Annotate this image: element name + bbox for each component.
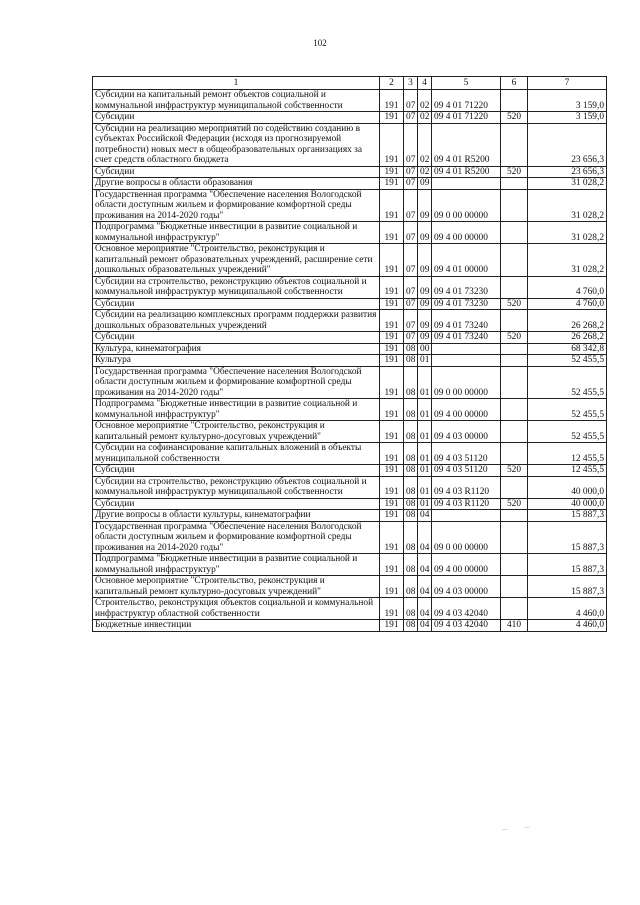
row-target-article-cell: 09 0 00 00000: [432, 521, 501, 554]
row-name-cell: Субсидии: [93, 465, 380, 477]
budget-table: [92, 76, 607, 632]
table-row: [93, 576, 607, 598]
row-subsection-cell: 09: [418, 222, 432, 244]
row-section-cell: 07: [404, 310, 418, 332]
row-grbs-cell: 191: [380, 343, 404, 355]
row-expense-type-cell: [501, 510, 528, 522]
table-row: [93, 112, 607, 124]
row-amount-cell: 4 760,0: [528, 276, 607, 298]
row-subsection-cell: 09: [418, 244, 432, 277]
row-subsection-cell: 04: [418, 510, 432, 522]
row-target-article-cell: 09 4 03 42040: [432, 620, 501, 632]
row-subsection-cell: 09: [418, 178, 432, 190]
row-expense-type-cell: [501, 276, 528, 298]
table-row: [93, 276, 607, 298]
row-section-cell: 07: [404, 178, 418, 190]
row-target-article-cell: 09 0 00 00000: [432, 189, 501, 222]
row-name-cell: Субсидии на реализацию комплексных программ поддержки развития дошкольных образовательных учреждений: [93, 310, 380, 332]
row-grbs-cell: 191: [380, 332, 404, 344]
row-name-cell: Другие вопросы в области культуры, кинематографии: [93, 510, 380, 522]
row-grbs-cell: 191: [380, 576, 404, 598]
header-cell: 1: [93, 77, 380, 90]
row-expense-type-cell: 520: [501, 498, 528, 510]
row-amount-cell: 15 887,3: [528, 510, 607, 522]
row-target-article-cell: 09 4 01 71220: [432, 90, 501, 112]
row-target-article-cell: 09 4 01 73230: [432, 298, 501, 310]
row-section-cell: 08: [404, 443, 418, 465]
table-row: [93, 399, 607, 421]
row-subsection-cell: 01: [418, 421, 432, 443]
row-target-article-cell: 09 4 03 00000: [432, 421, 501, 443]
row-target-article-cell: 09 4 03 R1120: [432, 476, 501, 498]
row-target-article-cell: 09 4 01 R5200: [432, 166, 501, 178]
row-amount-cell: 31 028,2: [528, 178, 607, 190]
row-target-article-cell: [432, 355, 501, 367]
row-amount-cell: 15 887,3: [528, 554, 607, 576]
row-grbs-cell: 191: [380, 510, 404, 522]
row-target-article-cell: 09 4 01 73240: [432, 310, 501, 332]
row-section-cell: 08: [404, 476, 418, 498]
header-cell: 4: [418, 77, 432, 90]
row-amount-cell: 4 760,0: [528, 298, 607, 310]
row-subsection-cell: 01: [418, 366, 432, 399]
row-target-article-cell: 09 4 03 51120: [432, 443, 501, 465]
row-expense-type-cell: 520: [501, 332, 528, 344]
row-section-cell: 08: [404, 521, 418, 554]
row-amount-cell: 52 455,5: [528, 366, 607, 399]
row-section-cell: 07: [404, 123, 418, 166]
row-subsection-cell: 09: [418, 276, 432, 298]
row-subsection-cell: 02: [418, 112, 432, 124]
row-amount-cell: 52 455,5: [528, 355, 607, 367]
table-row: [93, 244, 607, 277]
table-row: [93, 178, 607, 190]
row-name-cell: Субсидии: [93, 166, 380, 178]
table-row: [93, 498, 607, 510]
table-row: [93, 598, 607, 620]
table-row: [93, 521, 607, 554]
table-row: [93, 476, 607, 498]
row-target-article-cell: 09 4 01 00000: [432, 244, 501, 277]
row-subsection-cell: 09: [418, 189, 432, 222]
row-grbs-cell: 191: [380, 298, 404, 310]
table-row: [93, 298, 607, 310]
row-name-cell: Государственная программа "Обеспечение населения Вологодской области доступным жильем и формирование комфортной среды проживания на 2014-2020 годы": [93, 521, 380, 554]
row-section-cell: 07: [404, 112, 418, 124]
row-subsection-cell: 04: [418, 576, 432, 598]
row-subsection-cell: 02: [418, 166, 432, 178]
row-amount-cell: 23 656,3: [528, 123, 607, 166]
row-amount-cell: 3 159,0: [528, 112, 607, 124]
row-expense-type-cell: [501, 443, 528, 465]
row-name-cell: Субсидии на софинансирование капитальных вложений в объекты муниципальной собственности: [93, 443, 380, 465]
header-cell: 5: [432, 77, 501, 90]
row-subsection-cell: 01: [418, 498, 432, 510]
row-amount-cell: 52 455,5: [528, 399, 607, 421]
row-name-cell: Субсидии на капитальный ремонт объектов социальной и коммунальной инфраструктур муниципальной собственности: [93, 90, 380, 112]
row-section-cell: 07: [404, 244, 418, 277]
row-name-cell: Строительство, реконструкция объектов социальной и коммунальной инфраструктур областной собственности: [93, 598, 380, 620]
table-row: [93, 465, 607, 477]
table-row: [93, 222, 607, 244]
row-section-cell: 08: [404, 343, 418, 355]
table-row: [93, 421, 607, 443]
row-expense-type-cell: [501, 366, 528, 399]
row-grbs-cell: 191: [380, 554, 404, 576]
row-expense-type-cell: [501, 178, 528, 190]
row-expense-type-cell: [501, 222, 528, 244]
table-row: [93, 189, 607, 222]
row-subsection-cell: 02: [418, 123, 432, 166]
header-cell: 3: [404, 77, 418, 90]
row-name-cell: Основное мероприятие "Строительство, реконструкция и капитальный ремонт культурно-досуговых учреждений": [93, 576, 380, 598]
row-subsection-cell: 04: [418, 554, 432, 576]
row-grbs-cell: 191: [380, 355, 404, 367]
row-section-cell: 08: [404, 576, 418, 598]
row-expense-type-cell: [501, 310, 528, 332]
row-section-cell: 08: [404, 399, 418, 421]
row-target-article-cell: 09 4 01 R5200: [432, 123, 501, 166]
row-expense-type-cell: [501, 598, 528, 620]
row-subsection-cell: 09: [418, 332, 432, 344]
row-grbs-cell: 191: [380, 476, 404, 498]
row-subsection-cell: 02: [418, 90, 432, 112]
row-target-article-cell: 09 4 03 00000: [432, 576, 501, 598]
row-section-cell: 08: [404, 510, 418, 522]
row-target-article-cell: 09 4 03 51120: [432, 465, 501, 477]
row-amount-cell: 31 028,2: [528, 244, 607, 277]
row-expense-type-cell: [501, 576, 528, 598]
table-row: [93, 343, 607, 355]
row-section-cell: 07: [404, 189, 418, 222]
row-name-cell: Бюджетные инвестиции: [93, 620, 380, 632]
row-target-article-cell: 09 4 01 73240: [432, 332, 501, 344]
row-amount-cell: 12 455,5: [528, 465, 607, 477]
row-amount-cell: 15 887,3: [528, 521, 607, 554]
row-expense-type-cell: [501, 123, 528, 166]
row-section-cell: 07: [404, 298, 418, 310]
row-grbs-cell: 191: [380, 178, 404, 190]
row-target-article-cell: 09 4 00 00000: [432, 399, 501, 421]
row-expense-type-cell: [501, 421, 528, 443]
row-expense-type-cell: [501, 554, 528, 576]
row-expense-type-cell: 520: [501, 465, 528, 477]
row-grbs-cell: 191: [380, 112, 404, 124]
row-subsection-cell: 04: [418, 620, 432, 632]
table-row: [93, 310, 607, 332]
row-name-cell: Субсидии на строительство, реконструкцию объектов социальной и коммунальной инфраструктур муниципальной собственности: [93, 476, 380, 498]
row-name-cell: Подпрограмма "Бюджетные инвестиции в развитие социальной и коммунальной инфраструктур": [93, 554, 380, 576]
header-cell: 6: [501, 77, 528, 90]
row-name-cell: Субсидии: [93, 112, 380, 124]
row-subsection-cell: 01: [418, 465, 432, 477]
row-name-cell: Государственная программа "Обеспечение населения Вологодской области доступным жильем и формирование комфортной среды проживания на 2014-2020 годы": [93, 366, 380, 399]
table-row: [93, 166, 607, 178]
row-grbs-cell: 191: [380, 465, 404, 477]
row-expense-type-cell: [501, 476, 528, 498]
row-subsection-cell: 09: [418, 298, 432, 310]
row-target-article-cell: 09 4 03 R1120: [432, 498, 501, 510]
row-amount-cell: 4 460,0: [528, 620, 607, 632]
row-subsection-cell: 01: [418, 476, 432, 498]
row-target-article-cell: 09 4 03 42040: [432, 598, 501, 620]
row-grbs-cell: 191: [380, 521, 404, 554]
row-amount-cell: 12 455,5: [528, 443, 607, 465]
row-name-cell: Подпрограмма "Бюджетные инвестиции в развитие социальной и коммунальной инфраструктур": [93, 399, 380, 421]
row-subsection-cell: 04: [418, 521, 432, 554]
row-section-cell: 07: [404, 90, 418, 112]
row-name-cell: Основное мероприятие "Строительство, реконструкция и капитальный ремонт культурно-досуговых учреждений": [93, 421, 380, 443]
row-expense-type-cell: [501, 355, 528, 367]
row-subsection-cell: 04: [418, 598, 432, 620]
row-grbs-cell: 191: [380, 189, 404, 222]
row-expense-type-cell: 410: [501, 620, 528, 632]
table-body: [93, 77, 607, 632]
row-amount-cell: 40 000,0: [528, 498, 607, 510]
row-grbs-cell: 191: [380, 620, 404, 632]
row-grbs-cell: 191: [380, 244, 404, 277]
row-name-cell: Субсидии: [93, 498, 380, 510]
row-amount-cell: 23 656,3: [528, 166, 607, 178]
row-subsection-cell: 01: [418, 355, 432, 367]
row-target-article-cell: [432, 510, 501, 522]
row-grbs-cell: 191: [380, 443, 404, 465]
row-section-cell: 07: [404, 276, 418, 298]
row-subsection-cell: 01: [418, 443, 432, 465]
row-name-cell: Субсидии: [93, 332, 380, 344]
row-name-cell: Субсидии на строительство, реконструкцию объектов социальной и коммунальной инфраструктур муниципальной собственности: [93, 276, 380, 298]
row-target-article-cell: 09 4 01 73230: [432, 276, 501, 298]
row-amount-cell: 15 887,3: [528, 576, 607, 598]
row-section-cell: 07: [404, 332, 418, 344]
row-grbs-cell: 191: [380, 421, 404, 443]
row-expense-type-cell: [501, 521, 528, 554]
table-row: [93, 620, 607, 632]
row-section-cell: 08: [404, 554, 418, 576]
table-row: [93, 355, 607, 367]
row-expense-type-cell: [501, 90, 528, 112]
row-name-cell: Основное мероприятие "Строительство, реконструкция и капитальный ремонт образовательных учреждений, расширение сети дошкольных образовательных учреждений": [93, 244, 380, 277]
row-amount-cell: 3 159,0: [528, 90, 607, 112]
row-amount-cell: 31 028,2: [528, 189, 607, 222]
row-amount-cell: 26 268,2: [528, 332, 607, 344]
row-target-article-cell: 09 4 00 00000: [432, 554, 501, 576]
row-grbs-cell: 191: [380, 598, 404, 620]
row-subsection-cell: 01: [418, 399, 432, 421]
row-grbs-cell: 191: [380, 222, 404, 244]
row-name-cell: Субсидии на реализацию мероприятий по содействию созданию в субъектах Российской Федерации (исходя из прогнозируемой потребности) новых мест в общеобразовательных организациях за счет средств областного бюджета: [93, 123, 380, 166]
page-number: 102: [313, 38, 327, 48]
header-cell: 7: [528, 77, 607, 90]
row-expense-type-cell: 520: [501, 112, 528, 124]
row-target-article-cell: 09 4 00 00000: [432, 222, 501, 244]
row-expense-type-cell: 520: [501, 298, 528, 310]
row-amount-cell: 26 268,2: [528, 310, 607, 332]
table-row: [93, 443, 607, 465]
row-subsection-cell: 00: [418, 343, 432, 355]
row-grbs-cell: 191: [380, 498, 404, 510]
row-target-article-cell: 09 4 01 71220: [432, 112, 501, 124]
row-amount-cell: 68 342,8: [528, 343, 607, 355]
scan-marks: [500, 818, 540, 838]
row-name-cell: Культура: [93, 355, 380, 367]
row-name-cell: Культура, кинематография: [93, 343, 380, 355]
row-grbs-cell: 191: [380, 310, 404, 332]
table-row: [93, 510, 607, 522]
row-section-cell: 08: [404, 620, 418, 632]
row-section-cell: 07: [404, 166, 418, 178]
row-amount-cell: 31 028,2: [528, 222, 607, 244]
row-name-cell: Подпрограмма "Бюджетные инвестиции в развитие социальной и коммунальной инфраструктур": [93, 222, 380, 244]
table-row: [93, 123, 607, 166]
row-amount-cell: 40 000,0: [528, 476, 607, 498]
row-subsection-cell: 09: [418, 310, 432, 332]
table-row: [93, 554, 607, 576]
row-expense-type-cell: 520: [501, 166, 528, 178]
row-amount-cell: 52 455,5: [528, 421, 607, 443]
row-section-cell: 07: [404, 222, 418, 244]
row-target-article-cell: [432, 343, 501, 355]
row-section-cell: 08: [404, 355, 418, 367]
row-grbs-cell: 191: [380, 90, 404, 112]
row-grbs-cell: 191: [380, 166, 404, 178]
row-name-cell: Другие вопросы в области образования: [93, 178, 380, 190]
row-name-cell: Государственная программа "Обеспечение населения Вологодской области доступным жильем и формирование комфортной среды проживания на 2014-2020 годы": [93, 189, 380, 222]
table-header-row: [93, 77, 607, 90]
row-section-cell: 08: [404, 465, 418, 477]
row-grbs-cell: 191: [380, 399, 404, 421]
row-target-article-cell: 09 0 00 00000: [432, 366, 501, 399]
header-cell: 2: [380, 77, 404, 90]
row-grbs-cell: 191: [380, 123, 404, 166]
row-grbs-cell: 191: [380, 366, 404, 399]
row-amount-cell: 4 460,0: [528, 598, 607, 620]
row-expense-type-cell: [501, 244, 528, 277]
row-grbs-cell: 191: [380, 276, 404, 298]
table-row: [93, 366, 607, 399]
table-row: [93, 332, 607, 344]
row-target-article-cell: [432, 178, 501, 190]
row-section-cell: 08: [404, 498, 418, 510]
row-section-cell: 08: [404, 366, 418, 399]
row-name-cell: Субсидии: [93, 298, 380, 310]
table-row: [93, 90, 607, 112]
row-expense-type-cell: [501, 343, 528, 355]
row-expense-type-cell: [501, 189, 528, 222]
row-section-cell: 08: [404, 421, 418, 443]
row-section-cell: 08: [404, 598, 418, 620]
row-expense-type-cell: [501, 399, 528, 421]
